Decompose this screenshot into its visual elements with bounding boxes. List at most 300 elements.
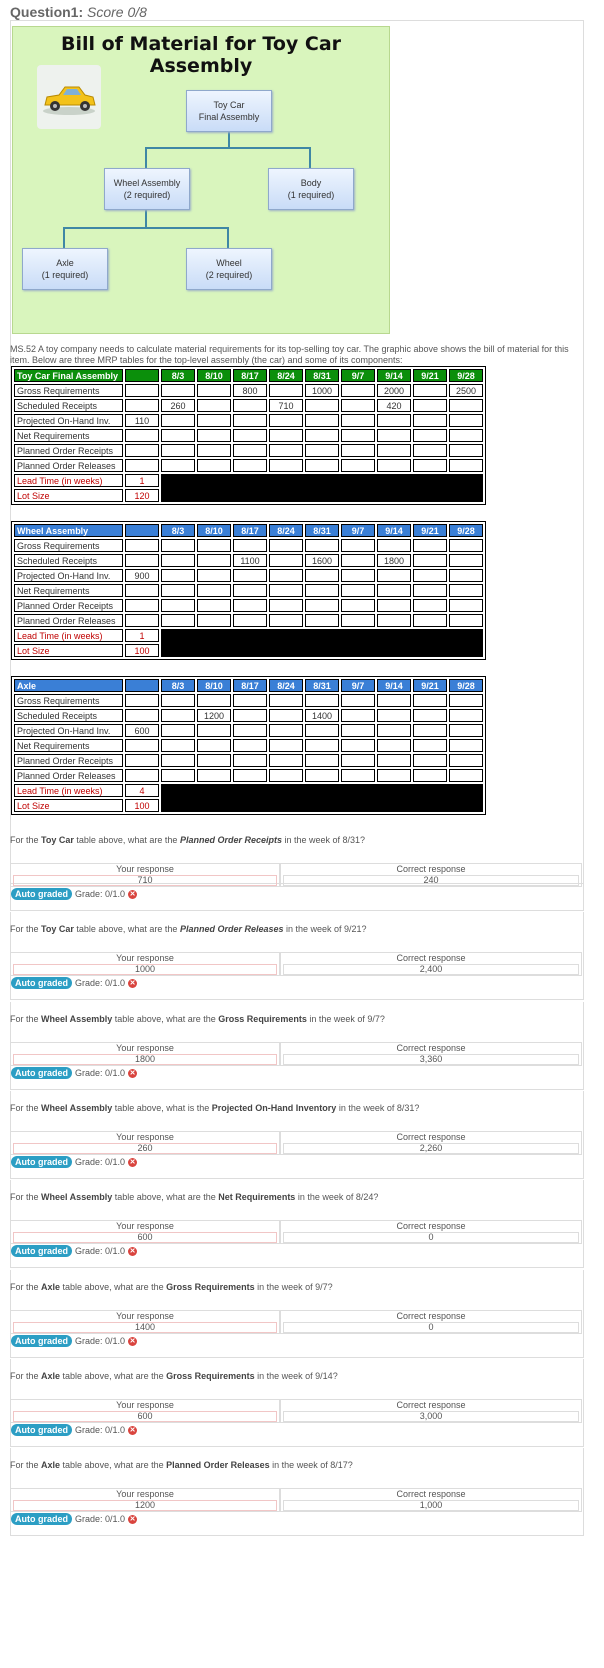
incorrect-icon: ✕ xyxy=(129,890,136,898)
correct-response: Correct response 240 xyxy=(280,863,582,887)
table-cell xyxy=(269,384,303,397)
table-cell xyxy=(341,429,375,442)
table-row xyxy=(14,584,483,597)
correct-response: Correct response 3,000 xyxy=(280,1399,582,1423)
table-cell xyxy=(341,554,375,567)
your-response-value: 1000 xyxy=(13,964,277,975)
table-cell xyxy=(413,584,447,597)
table-cell xyxy=(233,584,267,597)
incorrect-icon: ✕ xyxy=(129,1426,136,1434)
table-cell xyxy=(233,694,267,707)
your-response: Your response 600 xyxy=(10,1399,280,1423)
question-text: For the Axle table above, what are the Planned Order Releases in the week of 8/17? xyxy=(10,1460,353,1470)
table-cell xyxy=(413,599,447,612)
row-label: Gross Requirements xyxy=(14,384,123,397)
week-header: 8/31 xyxy=(305,679,339,692)
response-row xyxy=(10,863,582,887)
lot-size-label: Lot Size xyxy=(14,644,123,657)
table-cell xyxy=(341,599,375,612)
table-cell xyxy=(197,429,231,442)
auto-graded-badge: Auto graded xyxy=(11,1156,72,1168)
table-cell xyxy=(125,614,159,627)
table-cell xyxy=(269,444,303,457)
correct-response-value: 2,260 xyxy=(283,1143,579,1154)
table-cell xyxy=(161,384,195,397)
table-row xyxy=(14,599,483,612)
grade-text: Grade: 0/1.0 xyxy=(75,1157,126,1167)
node-axle: Axle (1 required) xyxy=(22,248,108,290)
table-cell xyxy=(449,399,483,412)
your-response-value: 1400 xyxy=(13,1322,277,1333)
table-cell xyxy=(449,554,483,567)
lead-time-label: Lead Time (in weeks) xyxy=(14,629,123,642)
node-body: Body (1 required) xyxy=(268,168,354,210)
question-metric: Projected On-Hand Inventory xyxy=(211,1103,337,1113)
table-cell: 900 xyxy=(125,569,159,582)
table-cell xyxy=(413,554,447,567)
table-cell xyxy=(161,444,195,457)
table-cell xyxy=(269,754,303,767)
table-cell xyxy=(341,584,375,597)
table-cell xyxy=(197,459,231,472)
table-row xyxy=(14,709,483,722)
grade-line xyxy=(11,1067,137,1079)
correct-response-value: 0 xyxy=(283,1322,579,1333)
table-cell xyxy=(377,739,411,752)
response-row xyxy=(10,1399,582,1423)
table-cell xyxy=(341,384,375,397)
table-row xyxy=(14,724,483,737)
auto-graded-badge: Auto graded xyxy=(11,1067,72,1079)
table-cell xyxy=(233,444,267,457)
table-cell xyxy=(269,724,303,737)
table-cell xyxy=(449,429,483,442)
table-cell xyxy=(161,539,195,552)
table-cell xyxy=(341,769,375,782)
response-row xyxy=(10,1310,582,1334)
week-header: 8/17 xyxy=(233,679,267,692)
table-cell xyxy=(413,724,447,737)
table-cell xyxy=(449,444,483,457)
question-metric: Net Requirements xyxy=(218,1192,296,1202)
table-row xyxy=(14,399,483,412)
table-cell xyxy=(269,709,303,722)
auto-graded-badge: Auto graded xyxy=(11,1245,72,1257)
table-title: Axle xyxy=(14,679,123,692)
table-cell xyxy=(233,414,267,427)
your-response: Your response 600 xyxy=(10,1220,280,1244)
table-cell xyxy=(233,399,267,412)
table-cell xyxy=(161,709,195,722)
correct-response: Correct response 2,260 xyxy=(280,1131,582,1155)
table-cell xyxy=(449,459,483,472)
table-cell xyxy=(305,584,339,597)
week-header: 8/10 xyxy=(197,524,231,537)
table-cell xyxy=(125,459,159,472)
table-cell xyxy=(305,694,339,707)
table-cell xyxy=(125,554,159,567)
grade-text: Grade: 0/1.0 xyxy=(75,1336,126,1346)
table-cell xyxy=(197,599,231,612)
table-cell xyxy=(269,599,303,612)
table-cell xyxy=(233,599,267,612)
table-cell xyxy=(305,399,339,412)
row-label: Scheduled Receipts xyxy=(14,709,123,722)
table-cell xyxy=(449,694,483,707)
correct-response-value: 3,360 xyxy=(283,1054,579,1065)
table-cell xyxy=(197,384,231,397)
table-row xyxy=(14,459,483,472)
table-cell xyxy=(197,694,231,707)
table-cell xyxy=(377,614,411,627)
question-metric: Gross Requirements xyxy=(218,1014,307,1024)
table-cell xyxy=(377,694,411,707)
table-cell xyxy=(233,739,267,752)
question-title: Question1: Score 0/8 xyxy=(10,4,147,20)
table-cell: 1400 xyxy=(305,709,339,722)
table-cell xyxy=(197,539,231,552)
incorrect-icon: ✕ xyxy=(129,1247,136,1255)
incorrect-icon: ✕ xyxy=(129,979,136,987)
row-label: Net Requirements xyxy=(14,584,123,597)
table-cell xyxy=(161,569,195,582)
table-cell xyxy=(161,584,195,597)
week-header: 9/21 xyxy=(413,369,447,382)
incorrect-icon: ✕ xyxy=(129,1515,136,1523)
table-cell xyxy=(341,694,375,707)
correct-response: Correct response 3,360 xyxy=(280,1042,582,1066)
your-response-value: 600 xyxy=(13,1232,277,1243)
table-cell xyxy=(197,414,231,427)
node-wheel-assembly: Wheel Assembly (2 required) xyxy=(104,168,190,210)
week-header: 9/7 xyxy=(341,524,375,537)
table-cell: 110 xyxy=(125,414,159,427)
table-cell xyxy=(305,539,339,552)
table-cell xyxy=(341,569,375,582)
toy-car-image xyxy=(37,65,101,129)
table-row xyxy=(14,739,483,752)
mrp-table-toy-car xyxy=(11,366,486,505)
auto-graded-badge: Auto graded xyxy=(11,1513,72,1525)
table-cell xyxy=(161,739,195,752)
table-cell xyxy=(269,769,303,782)
table-cell xyxy=(161,599,195,612)
grade-line xyxy=(11,1245,137,1257)
table-cell xyxy=(413,769,447,782)
grade-text: Grade: 0/1.0 xyxy=(75,1425,126,1435)
table-title: Wheel Assembly xyxy=(14,524,123,537)
table-cell xyxy=(161,554,195,567)
your-response-value: 1800 xyxy=(13,1054,277,1065)
table-cell: 420 xyxy=(377,399,411,412)
lot-size-value: 120 xyxy=(125,489,159,502)
table-cell xyxy=(377,709,411,722)
question-metric: Gross Requirements xyxy=(166,1371,255,1381)
table-cell xyxy=(305,599,339,612)
table-cell xyxy=(449,414,483,427)
table-row xyxy=(14,614,483,627)
correct-response: Correct response 0 xyxy=(280,1220,582,1244)
week-header: 9/21 xyxy=(413,679,447,692)
table-cell xyxy=(305,724,339,737)
table-cell xyxy=(413,694,447,707)
week-header: 8/31 xyxy=(305,369,339,382)
table-cell xyxy=(413,709,447,722)
your-response: Your response 1000 xyxy=(10,952,280,976)
table-cell xyxy=(377,724,411,737)
table-cell xyxy=(197,584,231,597)
table-row xyxy=(14,569,483,582)
table-cell xyxy=(377,414,411,427)
row-label: Planned Order Receipts xyxy=(14,599,123,612)
lead-time-label: Lead Time (in weeks) xyxy=(14,474,123,487)
table-cell xyxy=(269,429,303,442)
table-cell xyxy=(341,444,375,457)
table-cell xyxy=(413,459,447,472)
table-cell: 600 xyxy=(125,724,159,737)
table-cell: 800 xyxy=(233,384,267,397)
table-cell xyxy=(449,599,483,612)
your-response: Your response 260 xyxy=(10,1131,280,1155)
incorrect-icon: ✕ xyxy=(129,1158,136,1166)
mrp-table-wheel-assembly xyxy=(11,521,486,660)
week-header: 9/28 xyxy=(449,679,483,692)
question-metric: Planned Order Releases xyxy=(166,1460,270,1470)
table-cell xyxy=(305,614,339,627)
row-label: Net Requirements xyxy=(14,429,123,442)
table-cell xyxy=(413,569,447,582)
table-cell xyxy=(197,444,231,457)
table-row xyxy=(14,554,483,567)
correct-response-value: 2,400 xyxy=(283,964,579,975)
grade-line xyxy=(11,1424,137,1436)
table-cell xyxy=(233,614,267,627)
table-cell: 260 xyxy=(161,399,195,412)
table-cell xyxy=(341,614,375,627)
table-cell xyxy=(377,584,411,597)
table-row xyxy=(14,694,483,707)
auto-graded-badge: Auto graded xyxy=(11,1424,72,1436)
table-cell xyxy=(413,384,447,397)
table-cell xyxy=(305,414,339,427)
table-cell xyxy=(125,709,159,722)
your-response-value: 600 xyxy=(13,1411,277,1422)
grade-text: Grade: 0/1.0 xyxy=(75,978,126,988)
auto-graded-badge: Auto graded xyxy=(11,1335,72,1347)
table-cell xyxy=(125,584,159,597)
table-cell xyxy=(161,754,195,767)
table-cell xyxy=(377,599,411,612)
table-cell xyxy=(377,539,411,552)
table-cell: 1100 xyxy=(233,554,267,567)
table-cell xyxy=(197,554,231,567)
week-header: 9/28 xyxy=(449,524,483,537)
response-row xyxy=(10,1488,582,1512)
table-cell: 2500 xyxy=(449,384,483,397)
question-text: For the Toy Car table above, what are the Planned Order Releases in the week of 9/21? xyxy=(10,924,367,934)
row-label: Net Requirements xyxy=(14,739,123,752)
table-cell xyxy=(125,444,159,457)
row-label: Projected On-Hand Inv. xyxy=(14,414,123,427)
table-cell xyxy=(197,769,231,782)
table-cell: 1000 xyxy=(305,384,339,397)
lead-time-label: Lead Time (in weeks) xyxy=(14,784,123,797)
table-cell xyxy=(197,569,231,582)
table-cell xyxy=(269,569,303,582)
row-label: Scheduled Receipts xyxy=(14,399,123,412)
table-cell xyxy=(125,739,159,752)
mrp-table-axle xyxy=(11,676,486,815)
table-cell xyxy=(161,459,195,472)
table-cell xyxy=(269,584,303,597)
question-metric: Planned Order Releases xyxy=(179,924,284,934)
table-cell xyxy=(449,584,483,597)
table-cell xyxy=(305,569,339,582)
correct-response: Correct response 2,400 xyxy=(280,952,582,976)
grade-line xyxy=(11,1156,137,1168)
table-cell xyxy=(233,769,267,782)
table-cell xyxy=(269,539,303,552)
table-cell xyxy=(449,724,483,737)
table-title: Toy Car Final Assembly xyxy=(14,369,123,382)
table-cell xyxy=(341,724,375,737)
table-cell xyxy=(305,754,339,767)
grade-text: Grade: 0/1.0 xyxy=(75,1068,126,1078)
row-label: Projected On-Hand Inv. xyxy=(14,724,123,737)
table-cell xyxy=(341,414,375,427)
week-header: 8/10 xyxy=(197,679,231,692)
week-header: 9/14 xyxy=(377,369,411,382)
table-cell xyxy=(197,754,231,767)
table-row xyxy=(14,629,483,642)
question-text: For the Wheel Assembly table above, what are the Net Requirements in the week of 8/24? xyxy=(10,1192,379,1202)
correct-response-value: 240 xyxy=(283,875,579,886)
question-score: Score 0/8 xyxy=(87,4,147,20)
table-cell xyxy=(413,399,447,412)
table-cell xyxy=(449,709,483,722)
question-text: For the Axle table above, what are the Gross Requirements in the week of 9/7? xyxy=(10,1282,333,1292)
table-row xyxy=(14,539,483,552)
correct-response-value: 1,000 xyxy=(283,1500,579,1511)
table-cell xyxy=(305,739,339,752)
lead-time-value: 1 xyxy=(125,474,159,487)
table-cell xyxy=(377,754,411,767)
week-header: 9/14 xyxy=(377,679,411,692)
week-header: 8/3 xyxy=(161,369,195,382)
row-label: Gross Requirements xyxy=(14,539,123,552)
week-header: 8/24 xyxy=(269,524,303,537)
node-toy-car-final-assembly: Toy Car Final Assembly xyxy=(186,90,272,132)
your-response-value: 260 xyxy=(13,1143,277,1154)
table-cell: 1200 xyxy=(197,709,231,722)
table-cell xyxy=(125,399,159,412)
lot-size-value: 100 xyxy=(125,644,159,657)
table-cell xyxy=(125,429,159,442)
row-label: Planned Order Releases xyxy=(14,769,123,782)
table-cell xyxy=(305,444,339,457)
table-cell xyxy=(125,754,159,767)
table-cell xyxy=(269,554,303,567)
table-cell xyxy=(449,614,483,627)
week-header: 8/10 xyxy=(197,369,231,382)
lead-time-value: 4 xyxy=(125,784,159,797)
table-cell xyxy=(377,444,411,457)
table-cell xyxy=(161,429,195,442)
table-cell xyxy=(125,694,159,707)
row-label: Projected On-Hand Inv. xyxy=(14,569,123,582)
table-cell xyxy=(233,709,267,722)
table-cell xyxy=(161,724,195,737)
table-cell xyxy=(161,769,195,782)
table-cell xyxy=(125,769,159,782)
grade-line xyxy=(11,1513,137,1525)
table-cell xyxy=(449,539,483,552)
response-row xyxy=(10,1220,582,1244)
week-header: 8/24 xyxy=(269,679,303,692)
table-cell xyxy=(197,399,231,412)
question-text: For the Wheel Assembly table above, what is the Projected On-Hand Inventory in the week of 8/31? xyxy=(10,1103,420,1113)
correct-response: Correct response 1,000 xyxy=(280,1488,582,1512)
week-header: 8/24 xyxy=(269,369,303,382)
incorrect-icon: ✕ xyxy=(129,1069,136,1077)
response-row xyxy=(10,952,582,976)
table-cell xyxy=(197,739,231,752)
table-cell xyxy=(341,539,375,552)
grade-line xyxy=(11,888,137,900)
lot-size-label: Lot Size xyxy=(14,489,123,502)
week-header: 9/28 xyxy=(449,369,483,382)
table-cell: 710 xyxy=(269,399,303,412)
table-row xyxy=(14,474,483,487)
correct-response-value: 3,000 xyxy=(283,1411,579,1422)
question-text: For the Wheel Assembly table above, what are the Gross Requirements in the week of 9/7? xyxy=(10,1014,385,1024)
bom-title: Bill of Material for Toy Car Assembly xyxy=(60,33,342,77)
table-row xyxy=(14,444,483,457)
question-metric: Planned Order Receipts xyxy=(179,835,282,845)
grade-line xyxy=(11,977,137,989)
table-cell xyxy=(305,429,339,442)
incorrect-icon: ✕ xyxy=(129,1337,136,1345)
question-text: For the Axle table above, what are the Gross Requirements in the week of 9/14? xyxy=(10,1371,338,1381)
table-cell xyxy=(305,459,339,472)
table-cell xyxy=(341,754,375,767)
week-header: 9/14 xyxy=(377,524,411,537)
response-row xyxy=(10,1131,582,1155)
table-cell xyxy=(161,694,195,707)
table-cell xyxy=(413,539,447,552)
table-cell xyxy=(269,614,303,627)
row-label: Planned Order Releases xyxy=(14,614,123,627)
response-row xyxy=(10,1042,582,1066)
table-cell xyxy=(449,569,483,582)
table-cell: 1800 xyxy=(377,554,411,567)
your-response-value: 1200 xyxy=(13,1500,277,1511)
week-header: 9/21 xyxy=(413,524,447,537)
table-cell xyxy=(269,739,303,752)
question-metric: Gross Requirements xyxy=(166,1282,255,1292)
table-cell xyxy=(125,539,159,552)
table-cell: 1600 xyxy=(305,554,339,567)
table-cell xyxy=(233,539,267,552)
auto-graded-badge: Auto graded xyxy=(11,888,72,900)
your-response: Your response 710 xyxy=(10,863,280,887)
table-cell xyxy=(161,614,195,627)
row-label: Scheduled Receipts xyxy=(14,554,123,567)
week-header: 8/31 xyxy=(305,524,339,537)
correct-response-value: 0 xyxy=(283,1232,579,1243)
table-cell xyxy=(449,754,483,767)
table-cell xyxy=(341,459,375,472)
